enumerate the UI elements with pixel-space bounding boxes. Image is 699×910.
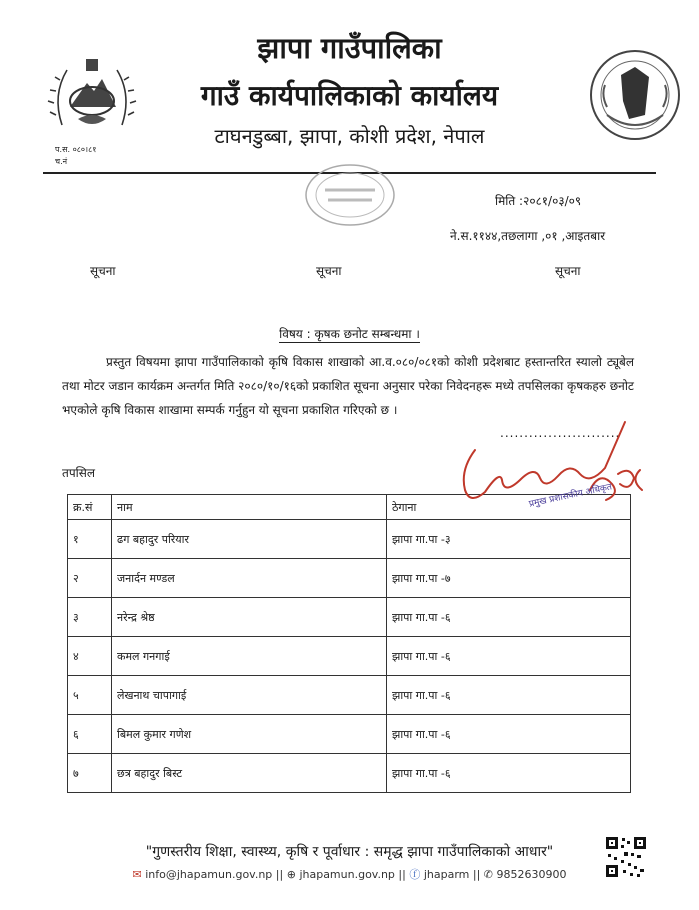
address-cell: झापा गा.पा -६	[387, 715, 631, 754]
dispatch-number: च.नं	[55, 157, 68, 166]
reference-number: प.स. ०८०।८१	[55, 145, 97, 154]
notice-body: प्रस्तुत विषयमा झापा गाउँपालिकाको कृषि विकास शाखाको आ.व.०८०/०८१को कोशी प्रदेशबाट हस्तान्तरित स्यालो ट्यूबेल तथा मोटर जडान कार्यक्रम अन्तर्गत मिति २०८०/१०/१६को प्रकाशित सूचना अनुसार परेका निवेदनहरू मध्ये तपसिलका कृषकहरु छनोट भएकोले कृषि विकास शाखामा सम्पर्क गर्नुहुन यो सूचना प्रकाशित गरिएको छ ।	[62, 355, 634, 417]
address-cell: झापा गा.पा -७	[387, 559, 631, 598]
serial-cell: ५	[68, 676, 112, 715]
serial-cell: ६	[68, 715, 112, 754]
address-cell: झापा गा.पा -६	[387, 598, 631, 637]
subject-line	[0, 325, 699, 342]
address-cell: झापा गा.पा -६	[387, 637, 631, 676]
address-cell: झापा गा.पा -६	[387, 754, 631, 793]
name-cell: ढग बहादुर परियार	[112, 520, 387, 559]
footer-motto: "गुणस्तरीय शिक्षा, स्वास्थ्य, कृषि र पूर्वाधार : समृद्ध झापा गाउँपालिकाको आधार"	[145, 844, 554, 860]
table-row	[68, 598, 631, 637]
footer-website[interactable]: jhapamun.gov.np	[299, 868, 395, 881]
chief-officer-seal: प्रमुख प्रशासकीय अधिकृत	[528, 482, 613, 510]
facebook-icon: ⓕ	[409, 868, 421, 881]
serial-cell: २	[68, 559, 112, 598]
office-title-line2: गाउँ कार्यपालिकाको कार्यालय	[200, 79, 499, 112]
table-row	[68, 754, 631, 793]
column-header-name: नाम	[112, 495, 387, 520]
address-cell: झापा गा.पा -६	[387, 676, 631, 715]
table-row	[68, 715, 631, 754]
notice-label-center: सूचना	[316, 264, 342, 278]
footer-contact-bar: ✉ info@jhapamun.gov.np || ⊕ jhapamun.gov.np || ⓕ jhaparm || ✆ 9852630900	[132, 868, 567, 881]
name-cell: बिमल कुमार गणेश	[112, 715, 387, 754]
name-cell: नरेन्द्र श्रेष्ठ	[112, 598, 387, 637]
qr-code-icon[interactable]	[604, 835, 648, 879]
address-cell: झापा गा.पा -३	[387, 520, 631, 559]
footer-facebook[interactable]: jhaparm	[423, 868, 470, 881]
serial-cell: ३	[68, 598, 112, 637]
name-cell: कमल गनगाई	[112, 637, 387, 676]
footer-email[interactable]: info@jhapamun.gov.np	[145, 868, 273, 881]
signature-dotted-line: .........................	[500, 426, 621, 440]
email-icon: ✉	[132, 868, 142, 881]
name-cell: जनार्दन मण्डल	[112, 559, 387, 598]
name-cell: छत्र बहादुर बिस्ट	[112, 754, 387, 793]
table-row	[68, 676, 631, 715]
office-stamp	[300, 160, 400, 230]
name-cell: लेखनाथ चापागाई	[112, 676, 387, 715]
footer-phone: 9852630900	[496, 868, 567, 881]
details-heading: तपसिल	[62, 466, 96, 480]
column-header-serial: क्र.सं	[68, 495, 112, 520]
official-signature	[440, 410, 670, 540]
globe-icon: ⊕	[286, 868, 296, 881]
column-header-address: ठेगाना	[387, 495, 631, 520]
notice-label-left: सूचना	[90, 264, 116, 278]
serial-cell: ४	[68, 637, 112, 676]
office-address: टाघनडुब्बा, झापा, कोशी प्रदेश, नेपाल	[214, 124, 485, 148]
notice-label-right: सूचना	[555, 264, 581, 278]
serial-cell: १	[68, 520, 112, 559]
subject-text: विषय : कृषक छनोट सम्बन्धमा ।	[279, 327, 420, 341]
phone-icon: ✆	[483, 868, 494, 881]
office-title-line1: झापा गाउँपालिका	[257, 31, 442, 65]
serial-cell: ७	[68, 754, 112, 793]
date-nepal-sambat: ने.स.११४४,तछलागा ,०१ ,आइतबार	[450, 229, 606, 243]
table-row	[68, 637, 631, 676]
table-row	[68, 559, 631, 598]
date-bs: मिति :२०८१/०३/०९	[495, 194, 582, 208]
